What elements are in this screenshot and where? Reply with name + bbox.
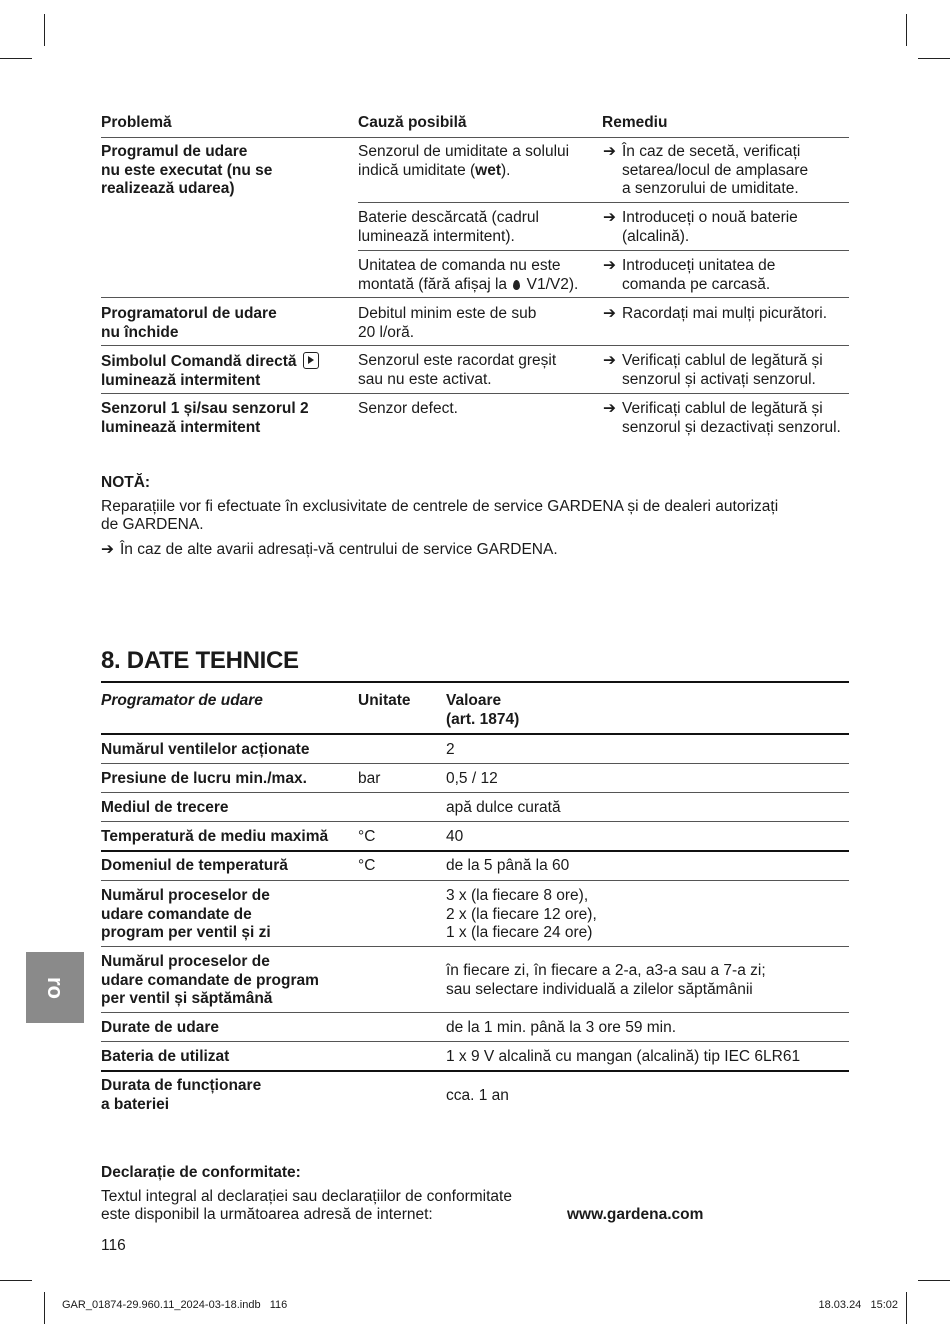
problem-cell xyxy=(101,400,309,437)
cause-cell xyxy=(358,400,458,419)
tech-row-value: de la 5 până la 60 xyxy=(446,857,570,874)
arrow-icon: ➔ xyxy=(603,305,616,322)
table-rule xyxy=(101,850,849,852)
cause-text: montată (fără afișaj la xyxy=(358,275,512,293)
table-rule xyxy=(101,1041,849,1042)
direct-command-icon xyxy=(303,352,319,369)
language-tab-label: ro xyxy=(43,976,68,999)
tech-row-value-line: în fiecare zi, în fiecare a 2-a, a3-a sau a 7-a zi; xyxy=(446,962,766,979)
footer-file-info: GAR_01874-29.960.11_2024-03-18.indb 116 xyxy=(62,1299,288,1311)
language-tab xyxy=(26,952,84,1023)
header-cause: Cauză posibilă xyxy=(358,114,467,131)
tech-row-name-line: udare comandate de xyxy=(101,905,252,923)
arrow-icon: ➔ xyxy=(101,541,114,558)
tech-header-value-line: Valoare xyxy=(446,692,502,709)
remedy-line: Verificați cablul de legătură și xyxy=(622,352,823,369)
note-arrow-item xyxy=(101,541,558,560)
crop-mark xyxy=(918,1280,950,1281)
cause-line xyxy=(358,276,578,295)
tech-row-name: Presiune de lucru min./max. xyxy=(101,770,307,787)
tech-row-name-line: Numărul proceselor de xyxy=(101,887,270,904)
tech-row-name: Mediul de trecere xyxy=(101,799,229,816)
problem-line: nu este executat (nu se xyxy=(101,161,273,179)
problem-text: Simbolul Comandă directă xyxy=(101,353,297,370)
problem-line: luminează intermitent xyxy=(101,371,261,389)
cause-text: indică umiditate ( xyxy=(358,161,476,179)
remedy-line: Racordați mai mulți picurători. xyxy=(622,305,828,322)
table-rule xyxy=(101,393,849,394)
cause-line xyxy=(358,162,569,181)
conformity-url[interactable]: www.gardena.com xyxy=(567,1206,704,1223)
problem-line: Programul de udare xyxy=(101,143,248,160)
remedy-line: comanda pe carcasă. xyxy=(622,275,771,293)
note-text: de GARDENA. xyxy=(101,516,204,533)
remedy-cell xyxy=(603,257,775,294)
remedy-line: Introduceți o nouă baterie xyxy=(622,209,798,226)
remedy-line: a senzorului de umiditate. xyxy=(622,180,799,197)
arrow-icon: ➔ xyxy=(603,352,616,369)
cause-cell xyxy=(358,209,539,246)
tech-row-name-line: program per ventil și zi xyxy=(101,924,271,941)
tech-header-name: Programator de udare xyxy=(101,692,263,709)
table-rule xyxy=(101,763,849,764)
tech-row-value-line: 1 x (la fiecare 24 ore) xyxy=(446,924,593,941)
cause-line: Debitul minim este de sub xyxy=(358,305,537,322)
tech-row-name-line: udare comandate de program xyxy=(101,971,319,989)
tech-row-name: Domeniul de temperatură xyxy=(101,857,288,874)
cause-cell xyxy=(358,257,578,294)
note-title: NOTĂ: xyxy=(101,474,151,491)
tech-row-name: Numărul ventilelor acționate xyxy=(101,741,310,758)
crop-mark xyxy=(44,14,45,46)
tech-row-value xyxy=(446,962,766,999)
table-rule xyxy=(101,345,849,346)
table-rule xyxy=(101,821,849,822)
page-number: 116 xyxy=(101,1237,126,1254)
tech-row-value-line: 3 x (la fiecare 8 ore), xyxy=(446,887,589,904)
table-rule xyxy=(101,137,849,138)
cause-text: ). xyxy=(501,161,511,179)
problem-line: Programatorul de udare xyxy=(101,305,277,322)
tech-row-unit: °C xyxy=(358,828,376,845)
note-text: În caz de alte avarii adresați-vă centrului de service GARDENA. xyxy=(120,541,558,558)
cause-text: V1/V2). xyxy=(522,275,579,293)
remedy-cell xyxy=(603,352,823,389)
table-rule xyxy=(101,880,849,881)
remedy-line: setarea/locul de amplasare xyxy=(622,161,809,179)
water-drop-icon xyxy=(513,280,520,290)
tech-row-name xyxy=(101,1077,261,1114)
crop-mark xyxy=(906,1292,907,1324)
section-title: 8. DATE TEHNICE xyxy=(101,647,299,674)
tech-row-name xyxy=(101,887,271,943)
note-text: Reparațiile vor fi efectuate în exclusivitate de centrele de service GARDENA și de dealeri autorizați xyxy=(101,498,779,515)
tech-row-unit: °C xyxy=(358,857,376,874)
remedy-line: (alcalină). xyxy=(622,227,690,245)
problem-line: nu închide xyxy=(101,323,179,341)
cause-line: luminează intermitent). xyxy=(358,227,515,245)
cause-cell xyxy=(358,352,556,389)
problem-line xyxy=(101,352,319,372)
tech-row-name: Durate de udare xyxy=(101,1019,220,1036)
arrow-icon: ➔ xyxy=(603,257,616,274)
crop-mark xyxy=(918,58,950,59)
remedy-cell xyxy=(603,305,827,324)
crop-mark xyxy=(906,14,907,46)
tech-row-value: 40 xyxy=(446,828,464,845)
header-problem: Problemă xyxy=(101,114,172,131)
arrow-icon: ➔ xyxy=(603,209,616,226)
tech-row-value: 0,5 / 12 xyxy=(446,770,498,787)
tech-header-value-line: (art. 1874) xyxy=(446,710,520,728)
conformity-text: Textul integral al declarației sau declarațiilor de conformitate xyxy=(101,1188,512,1205)
cause-line: Senzorul este racordat greșit xyxy=(358,352,557,369)
tech-row-value: apă dulce curată xyxy=(446,799,561,816)
table-rule xyxy=(101,946,849,947)
remedy-cell xyxy=(603,400,841,437)
remedy-line: Introduceți unitatea de xyxy=(622,257,776,274)
conformity-text: este disponibil la următoarea adresă de internet: xyxy=(101,1206,433,1223)
remedy-line: Verificați cablul de legătură și xyxy=(622,400,823,417)
tech-row-value xyxy=(446,887,597,943)
table-rule xyxy=(101,733,849,735)
cause-line: Unitatea de comanda nu este xyxy=(358,257,561,274)
tech-row-value: de la 1 min. până la 3 ore 59 min. xyxy=(446,1019,677,1036)
conformity-title: Declarație de conformitate: xyxy=(101,1164,301,1181)
cause-bold: wet xyxy=(475,161,502,179)
cause-line: Baterie descărcată (cadrul xyxy=(358,209,539,226)
arrow-icon: ➔ xyxy=(603,400,616,417)
header-remedy: Remediu xyxy=(602,114,668,131)
tech-row-name-line: a bateriei xyxy=(101,1095,170,1113)
problem-line: luminează intermitent xyxy=(101,418,261,436)
crop-mark xyxy=(0,1280,32,1281)
remedy-cell xyxy=(603,209,798,246)
table-rule xyxy=(358,250,849,251)
problem-line: Senzorul 1 și/sau senzorul 2 xyxy=(101,400,309,417)
problem-line: realizează udarea) xyxy=(101,180,235,197)
table-rule xyxy=(101,297,849,298)
tech-row-value: 2 xyxy=(446,741,455,758)
problem-cell xyxy=(101,143,272,199)
remedy-cell xyxy=(603,143,808,199)
cause-line: Senzor defect. xyxy=(358,400,458,417)
tech-row-value-line: 2 x (la fiecare 12 ore), xyxy=(446,905,597,923)
cause-line: 20 l/oră. xyxy=(358,323,415,341)
tech-row-value: 1 x 9 V alcalină cu mangan (alcalină) tip IEC 6LR61 xyxy=(446,1048,801,1065)
cause-cell xyxy=(358,143,569,180)
crop-mark xyxy=(44,1292,45,1324)
tech-row-value: cca. 1 an xyxy=(446,1087,509,1104)
problem-cell xyxy=(101,305,277,342)
section-rule xyxy=(101,681,849,683)
arrow-icon: ➔ xyxy=(603,143,616,160)
footer-date: 18.03.24 15:02 xyxy=(818,1299,898,1311)
remedy-line: senzorul și dezactivați senzorul. xyxy=(622,418,841,436)
tech-header-value xyxy=(446,692,519,729)
tech-row-name xyxy=(101,953,319,1009)
crop-mark xyxy=(0,58,32,59)
table-rule xyxy=(101,792,849,793)
tech-row-name: Bateria de utilizat xyxy=(101,1048,230,1065)
tech-row-name-line: Numărul proceselor de xyxy=(101,953,270,970)
table-rule xyxy=(358,202,849,203)
tech-row-name-line: per ventil și săptămână xyxy=(101,990,273,1007)
tech-row-name: Temperatură de mediu maximă xyxy=(101,828,329,845)
tech-row-name-line: Durata de funcționare xyxy=(101,1077,262,1094)
tech-row-unit: bar xyxy=(358,770,381,787)
problem-cell xyxy=(101,352,319,390)
remedy-line: senzorul și activați senzorul. xyxy=(622,370,816,388)
table-rule xyxy=(101,1070,849,1072)
cause-cell xyxy=(358,305,536,342)
remedy-line: În caz de secetă, verificați xyxy=(622,143,801,160)
cause-line: sau nu este activat. xyxy=(358,370,492,388)
tech-row-value-line: sau selectare individuală a zilelor săptămânii xyxy=(446,980,753,998)
cause-line: Senzorul de umiditate a solului xyxy=(358,143,570,160)
tech-header-unit: Unitate xyxy=(358,692,411,709)
table-rule xyxy=(101,1012,849,1013)
